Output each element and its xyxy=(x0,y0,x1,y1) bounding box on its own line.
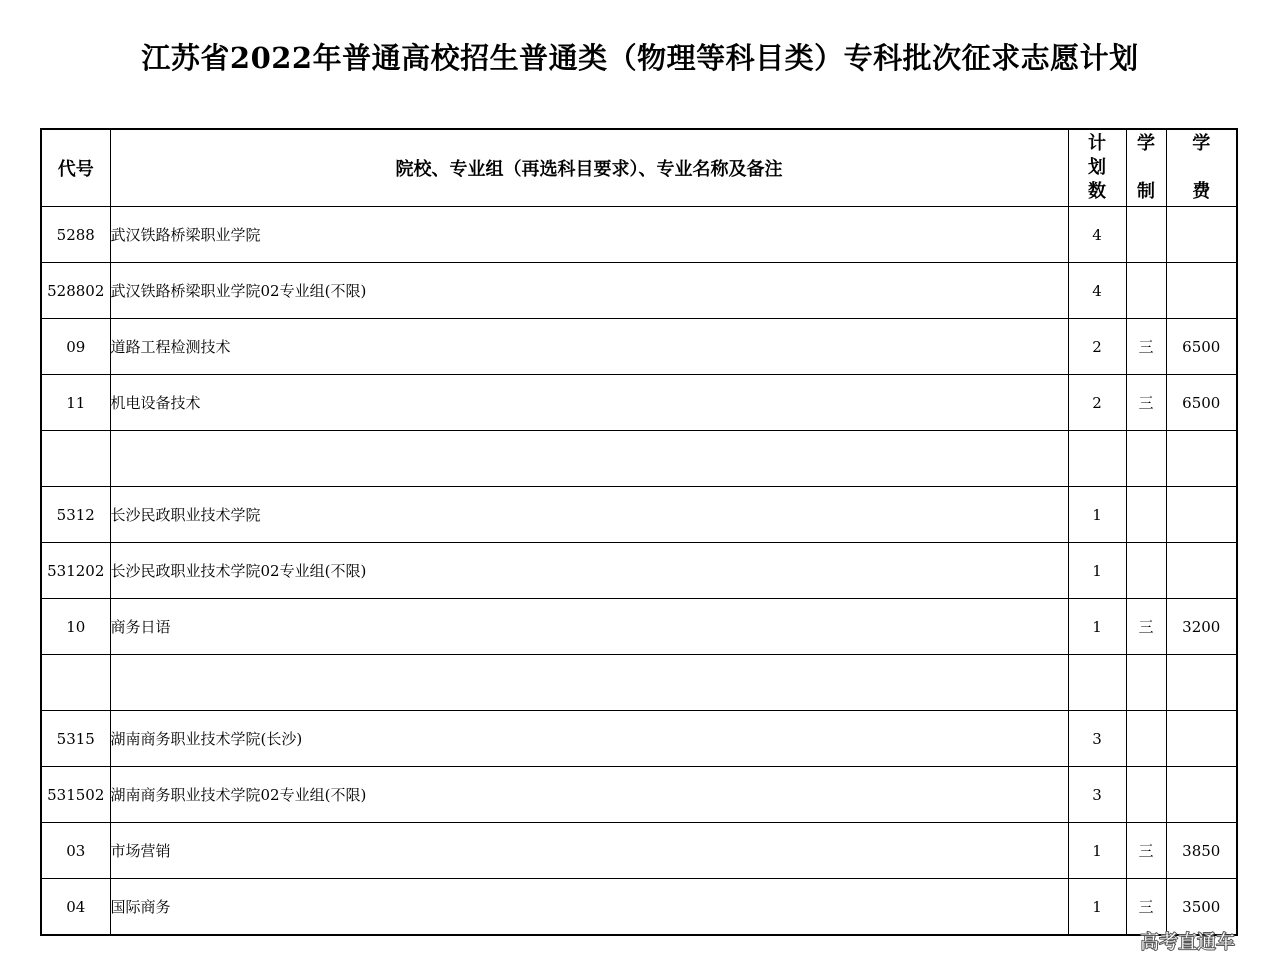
cell-code: 5312 xyxy=(41,487,110,543)
cell-duration xyxy=(1126,711,1166,767)
header-duration xyxy=(1126,129,1166,207)
cell-code: 5288 xyxy=(41,207,110,263)
table-row xyxy=(41,711,1237,767)
table-row xyxy=(41,599,1237,655)
page-title: 江苏省2022年普通高校招生普通类（物理等科目类）专科批次征求志愿计划 xyxy=(141,41,1139,75)
cell-duration xyxy=(1126,487,1166,543)
enrollment-plan-table xyxy=(40,128,1238,936)
cell-fee: 6500 xyxy=(1166,319,1237,375)
cell-fee xyxy=(1166,207,1237,263)
cell-name: 武汉铁路桥梁职业学院02专业组(不限) xyxy=(110,263,1068,319)
table-row xyxy=(41,767,1237,823)
cell-duration xyxy=(1126,767,1166,823)
cell-plan-count: 2 xyxy=(1068,375,1126,431)
cell-duration xyxy=(1126,543,1166,599)
table-row xyxy=(41,263,1237,319)
cell-fee xyxy=(1166,655,1237,711)
cell-code: 03 xyxy=(41,823,110,879)
watermark-label: 高考直通车 xyxy=(1140,931,1236,953)
cell-code: 5315 xyxy=(41,711,110,767)
cell-plan-count xyxy=(1068,431,1126,487)
table-row xyxy=(41,319,1237,375)
cell-fee xyxy=(1166,263,1237,319)
cell-duration xyxy=(1126,431,1166,487)
cell-code: 11 xyxy=(41,375,110,431)
table-row xyxy=(41,543,1237,599)
cell-plan-count: 1 xyxy=(1068,487,1126,543)
cell-duration: 三 xyxy=(1126,599,1166,655)
cell-name: 道路工程检测技术 xyxy=(110,319,1068,375)
cell-fee: 3200 xyxy=(1166,599,1237,655)
cell-plan-count: 3 xyxy=(1068,711,1126,767)
cell-plan-count: 4 xyxy=(1068,263,1126,319)
cell-duration xyxy=(1126,207,1166,263)
cell-code xyxy=(41,431,110,487)
header-plan-count-char: 计 xyxy=(1088,133,1106,154)
table-row xyxy=(41,375,1237,431)
cell-name: 湖南商务职业技术学院(长沙) xyxy=(110,711,1068,767)
cell-name: 市场营销 xyxy=(110,823,1068,879)
table-row xyxy=(41,207,1237,263)
cell-plan-count: 2 xyxy=(1068,319,1126,375)
header-duration-char: 制 xyxy=(1137,181,1155,202)
cell-plan-count: 1 xyxy=(1068,823,1126,879)
cell-code: 10 xyxy=(41,599,110,655)
cell-duration xyxy=(1126,655,1166,711)
watermark-text xyxy=(1140,927,1260,957)
cell-plan-count xyxy=(1068,655,1126,711)
table-row xyxy=(41,487,1237,543)
cell-code: 09 xyxy=(41,319,110,375)
cell-fee xyxy=(1166,543,1237,599)
header-name: 院校、专业组（再选科目要求）、专业名称及备注 xyxy=(110,129,1068,207)
cell-code: 531502 xyxy=(41,767,110,823)
cell-plan-count: 4 xyxy=(1068,207,1126,263)
cell-plan-count: 1 xyxy=(1068,543,1126,599)
header-duration-char: 学 xyxy=(1137,133,1155,154)
cell-duration: 三 xyxy=(1126,823,1166,879)
cell-fee: 3500 xyxy=(1166,879,1237,936)
header-fee-char: 学 xyxy=(1192,133,1211,154)
cell-code: 04 xyxy=(41,879,110,936)
cell-fee xyxy=(1166,431,1237,487)
cell-name xyxy=(110,431,1068,487)
table-row xyxy=(41,879,1237,936)
header-fee xyxy=(1166,129,1237,207)
cell-plan-count: 3 xyxy=(1068,767,1126,823)
cell-plan-count: 1 xyxy=(1068,599,1126,655)
cell-duration: 三 xyxy=(1126,319,1166,375)
cell-fee: 3850 xyxy=(1166,823,1237,879)
cell-fee xyxy=(1166,487,1237,543)
cell-fee xyxy=(1166,711,1237,767)
header-code: 代号 xyxy=(41,129,110,207)
cell-name: 湖南商务职业技术学院02专业组(不限) xyxy=(110,767,1068,823)
cell-name: 武汉铁路桥梁职业学院 xyxy=(110,207,1068,263)
header-plan-count-char: 划 xyxy=(1088,157,1106,178)
cell-duration: 三 xyxy=(1126,879,1166,936)
cell-code: 528802 xyxy=(41,263,110,319)
cell-name: 国际商务 xyxy=(110,879,1068,936)
cell-fee: 6500 xyxy=(1166,375,1237,431)
cell-plan-count: 1 xyxy=(1068,879,1126,936)
header-plan-count-char: 数 xyxy=(1088,181,1106,202)
table-row-empty xyxy=(41,655,1237,711)
cell-code xyxy=(41,655,110,711)
header-fee-char: 费 xyxy=(1192,181,1211,202)
cell-duration xyxy=(1126,263,1166,319)
table-header-row xyxy=(41,129,1237,207)
table-row-empty xyxy=(41,431,1237,487)
cell-name: 长沙民政职业技术学院02专业组(不限) xyxy=(110,543,1068,599)
header-plan-count xyxy=(1068,129,1126,207)
table-row xyxy=(41,823,1237,879)
cell-code: 531202 xyxy=(41,543,110,599)
cell-name: 长沙民政职业技术学院 xyxy=(110,487,1068,543)
cell-name xyxy=(110,655,1068,711)
cell-duration: 三 xyxy=(1126,375,1166,431)
cell-name: 商务日语 xyxy=(110,599,1068,655)
cell-fee xyxy=(1166,767,1237,823)
cell-name: 机电设备技术 xyxy=(110,375,1068,431)
